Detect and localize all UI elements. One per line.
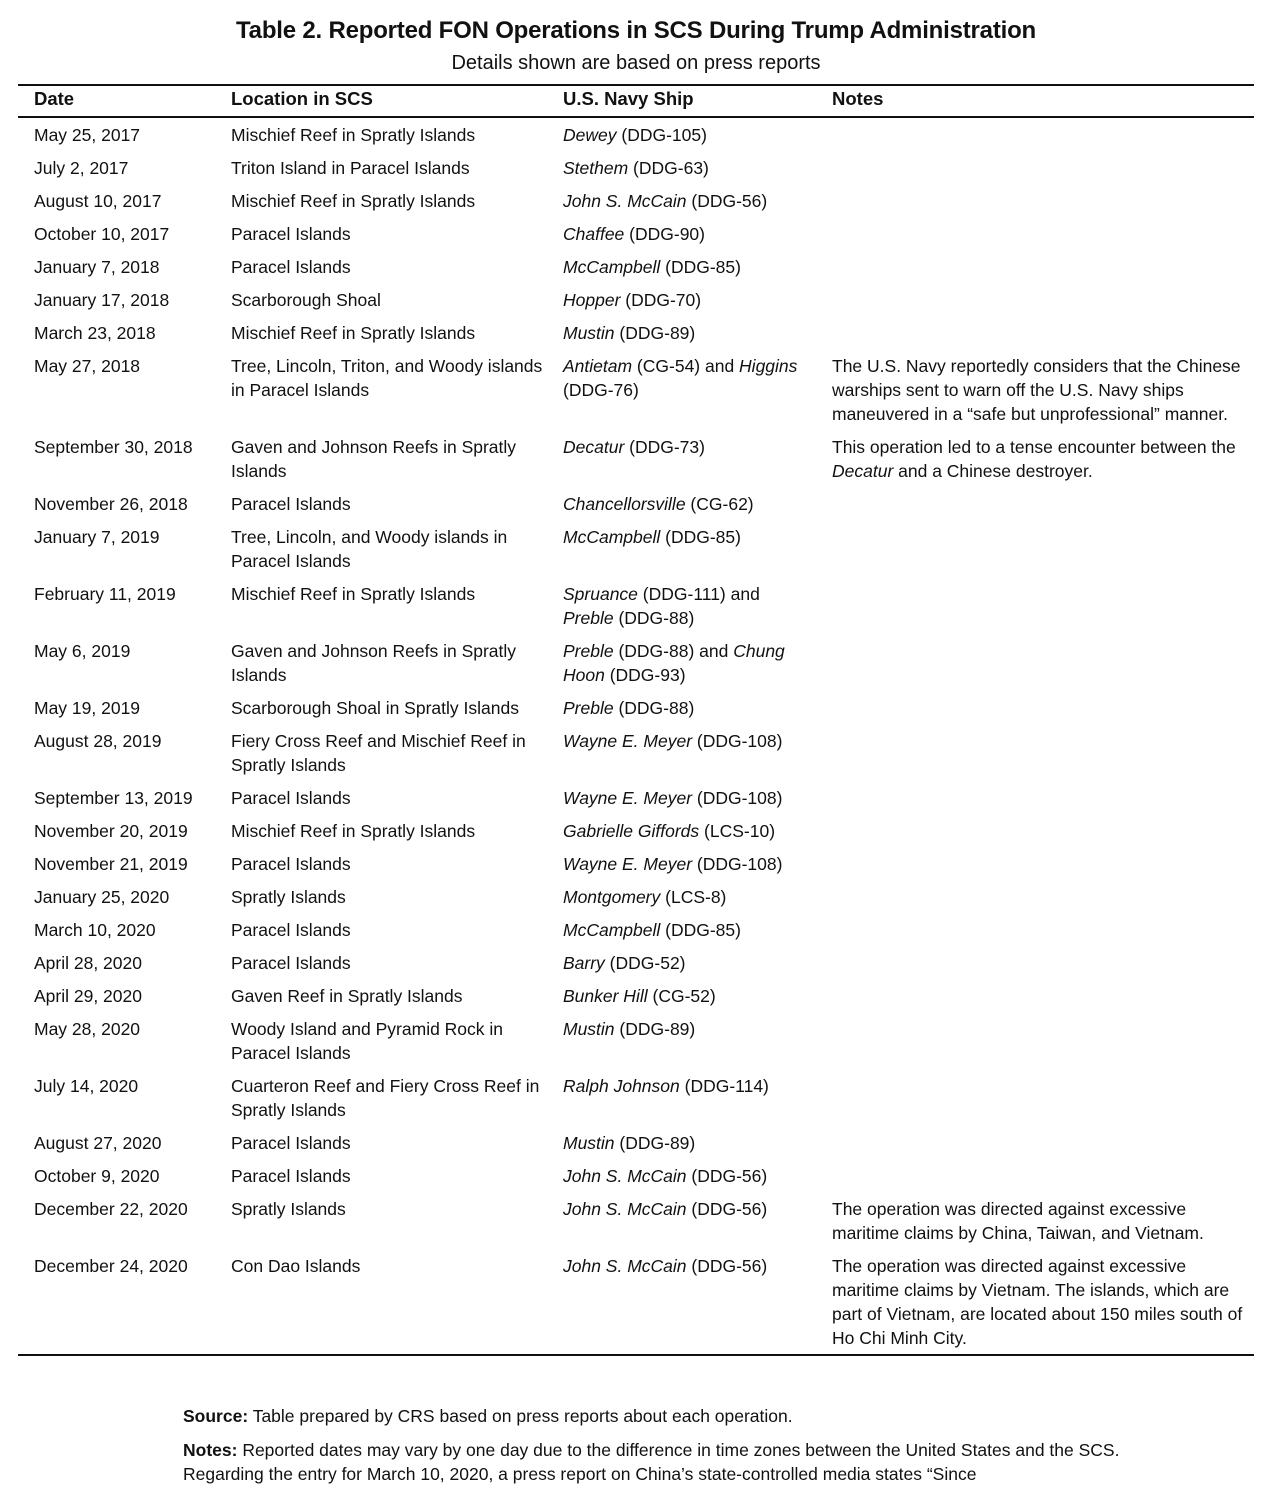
table-row: [18, 1191, 1254, 1248]
ship-name: Wayne E. Meyer: [563, 731, 693, 751]
ship-name: Stethem: [563, 158, 629, 178]
cell-location: Paracel Islands: [231, 854, 351, 874]
cell-notes: [816, 315, 1254, 348]
ship-name: McCampbell: [563, 527, 661, 547]
cell-notes: [816, 879, 1254, 912]
note-text: The operation was directed against excessive maritime claims by China, Taiwan, and Vietnam.: [832, 1199, 1204, 1243]
table-row: [18, 216, 1254, 249]
cell-notes: [816, 117, 1254, 150]
cell-ship: [547, 1158, 816, 1191]
cell-date: March 10, 2020: [34, 920, 156, 940]
cell-notes: [816, 780, 1254, 813]
cell-ship: [547, 282, 816, 315]
ship-name: Mustin: [563, 1133, 615, 1153]
cell-notes: [816, 846, 1254, 879]
cell-date: January 7, 2018: [34, 257, 160, 277]
note-text: and a Chinese destroyer.: [893, 461, 1093, 481]
table-row: [18, 1248, 1254, 1355]
ship-name: John S. McCain: [563, 191, 687, 211]
cell-ship: [547, 519, 816, 576]
cell-location: Spratly Islands: [231, 887, 346, 907]
footnote-text: Reported dates may vary by one day due to the difference in time zones between the United States and the SCS. Regarding the entry for March 10, 2020, a press report on China’s state-controlled media states “Since: [183, 1440, 1120, 1484]
cell-ship: [547, 150, 816, 183]
ship-name: Ralph Johnson: [563, 1076, 680, 1096]
cell-notes: [816, 1248, 1254, 1355]
cell-ship: [547, 429, 816, 486]
table-body: [18, 117, 1254, 1355]
column-header-date: Date: [18, 85, 215, 117]
cell-location: Paracel Islands: [231, 920, 351, 940]
ship-name: Spruance: [563, 584, 638, 604]
cell-notes: [816, 282, 1254, 315]
cell-location: Cuarteron Reef and Fiery Cross Reef in Spratly Islands: [231, 1076, 540, 1120]
cell-notes: [816, 1011, 1254, 1068]
cell-ship: [547, 249, 816, 282]
cell-ship: [547, 813, 816, 846]
cell-notes: [816, 1125, 1254, 1158]
table-row: [18, 315, 1254, 348]
table-row: [18, 183, 1254, 216]
ship-designation: (DDG-108): [692, 854, 783, 874]
ship-designation: (DDG-73): [624, 437, 705, 457]
cell-location: Paracel Islands: [231, 1133, 351, 1153]
cell-location: Scarborough Shoal: [231, 290, 381, 310]
table-row: [18, 978, 1254, 1011]
cell-date: December 24, 2020: [18, 1248, 215, 1355]
ship-name: Antietam: [563, 356, 633, 376]
cell-location: Scarborough Shoal in Spratly Islands: [231, 698, 519, 718]
ship-designation: (LCS-8): [660, 887, 727, 907]
ship-designation: (DDG-88): [613, 608, 695, 628]
ship-name: John S. McCain: [563, 1166, 687, 1186]
cell-date: July 2, 2017: [34, 158, 129, 178]
ship-designation: (DDG-105): [616, 125, 707, 145]
cell-location: Paracel Islands: [231, 494, 351, 514]
ship-name: Decatur: [563, 437, 625, 457]
ship-designation: (DDG-89): [614, 1133, 696, 1153]
column-header-location: Location in SCS: [215, 85, 547, 117]
ship-name: McCampbell: [563, 257, 661, 277]
ship-name: Mustin: [563, 323, 615, 343]
ship-name: Preble: [563, 641, 614, 661]
table-row: [18, 780, 1254, 813]
ship-designation: (DDG-108): [692, 731, 783, 751]
cell-location: Triton Island in Paracel Islands: [231, 158, 470, 178]
document-page: [18, 0, 1254, 1356]
cell-location: Paracel Islands: [231, 953, 351, 973]
cell-location: Spratly Islands: [231, 1199, 346, 1219]
ship-designation: (DDG-93): [604, 665, 686, 685]
ship-designation: (DDG-89): [614, 1019, 696, 1039]
cell-notes: [816, 150, 1254, 183]
cell-ship: [547, 846, 816, 879]
cell-notes: [816, 519, 1254, 576]
cell-ship: [547, 315, 816, 348]
cell-notes: [816, 723, 1254, 780]
cell-location: Paracel Islands: [231, 257, 351, 277]
ship-designation: (DDG-76): [563, 380, 639, 400]
table-row: [18, 1011, 1254, 1068]
table-title: Table 2. Reported FON Operations in SCS During Trump Administration: [236, 17, 1036, 44]
ship-designation: (LCS-10): [699, 821, 776, 841]
table-row: [18, 486, 1254, 519]
table-row: [18, 723, 1254, 780]
cell-date: February 11, 2019: [34, 584, 176, 604]
ship-designation: (DDG-63): [628, 158, 709, 178]
table-row: [18, 348, 1254, 429]
ship-designation: (DDG-70): [620, 290, 702, 310]
table-subtitle: Details shown are based on press reports: [451, 52, 821, 74]
source-note: [183, 1404, 1143, 1428]
ship-designation: (DDG-85): [660, 257, 741, 277]
cell-notes: [816, 912, 1254, 945]
cell-ship: [547, 1125, 816, 1158]
cell-notes: [816, 429, 1254, 486]
ship-name: Dewey: [563, 125, 617, 145]
ship-name: John S. McCain: [563, 1199, 687, 1219]
cell-location: Gaven Reef in Spratly Islands: [231, 986, 463, 1006]
table-row: [18, 690, 1254, 723]
cell-date: November 21, 2019: [34, 854, 188, 874]
ship-name: Chaffee: [563, 224, 625, 244]
ship-designation: (DDG-52): [604, 953, 686, 973]
ship-designation: (DDG-114): [679, 1076, 769, 1096]
cell-notes: [816, 633, 1254, 690]
cell-location: Paracel Islands: [231, 1166, 351, 1186]
cell-location: Tree, Lincoln, and Woody islands in Paracel Islands: [231, 527, 508, 571]
cell-date: May 28, 2020: [34, 1019, 141, 1039]
ship-name: Hopper: [563, 290, 621, 310]
cell-ship: [547, 690, 816, 723]
cell-location: Paracel Islands: [231, 788, 351, 808]
ship-name: McCampbell: [563, 920, 661, 940]
cell-date: March 23, 2018: [34, 323, 156, 343]
ship-name: Bunker Hill: [563, 986, 648, 1006]
table-row: [18, 945, 1254, 978]
cell-notes: [816, 216, 1254, 249]
cell-date: August 28, 2019: [34, 731, 162, 751]
ship-designation: (DDG-56): [686, 1199, 768, 1219]
cell-ship: [547, 183, 816, 216]
cell-ship: [547, 978, 816, 1011]
cell-ship: [547, 486, 816, 519]
cell-date: July 14, 2020: [34, 1076, 139, 1096]
cell-ship: [547, 216, 816, 249]
ship-designation: (DDG-88) and: [613, 641, 734, 661]
cell-notes: [816, 249, 1254, 282]
cell-location: Woody Island and Pyramid Rock in Paracel Islands: [231, 1019, 504, 1063]
cell-ship: [547, 945, 816, 978]
ship-designation: (DDG-56): [686, 191, 768, 211]
cell-date: May 25, 2017: [34, 125, 141, 145]
ship-designation: (DDG-85): [660, 920, 741, 940]
ship-designation: (DDG-111) and: [637, 584, 760, 604]
column-header-notes: Notes: [816, 85, 1254, 117]
ship-name: Preble: [563, 608, 614, 628]
note-text: The U.S. Navy reportedly considers that the Chinese warships sent to warn off the U.S. Navy ships maneuvered in a “safe but unprofessional” manner.: [832, 356, 1241, 424]
ship-name: Chancellorsville: [563, 494, 686, 514]
cell-ship: [547, 879, 816, 912]
ship-designation: (DDG-89): [614, 323, 696, 343]
cell-location: Mischief Reef in Spratly Islands: [231, 323, 476, 343]
table-row: [18, 633, 1254, 690]
cell-date: April 28, 2020: [34, 953, 142, 973]
table-row: [18, 813, 1254, 846]
ship-name: Wayne E. Meyer: [563, 788, 693, 808]
cell-location: Fiery Cross Reef and Mischief Reef in Spratly Islands: [231, 731, 526, 775]
ship-designation: (DDG-56): [686, 1166, 768, 1186]
cell-notes: [816, 690, 1254, 723]
cell-notes: [816, 945, 1254, 978]
cell-notes: [816, 978, 1254, 1011]
ship-name: Barry: [563, 953, 605, 973]
ship-name: Montgomery: [563, 887, 661, 907]
cell-date: November 26, 2018: [34, 494, 188, 514]
table-row: [18, 150, 1254, 183]
cell-location: Mischief Reef in Spratly Islands: [231, 584, 476, 604]
ship-designation: (DDG-108): [692, 788, 783, 808]
cell-ship: [547, 576, 816, 633]
cell-ship: [547, 348, 816, 429]
cell-ship: [547, 1191, 816, 1248]
ship-name: John S. McCain: [563, 1256, 687, 1276]
ship-designation: (DDG-90): [624, 224, 705, 244]
cell-location: Mischief Reef in Spratly Islands: [231, 125, 476, 145]
cell-ship: [547, 1011, 816, 1068]
cell-notes: [816, 1068, 1254, 1125]
column-header-ship: U.S. Navy Ship: [547, 85, 816, 117]
source-label: Source:: [183, 1406, 249, 1426]
cell-date: May 6, 2019: [34, 641, 131, 661]
cell-notes: [816, 486, 1254, 519]
cell-ship: [547, 1068, 816, 1125]
cell-date: December 22, 2020: [34, 1199, 188, 1219]
note-text: This operation led to a tense encounter between the: [832, 437, 1236, 457]
table-row: [18, 846, 1254, 879]
cell-date: September 13, 2019: [34, 788, 193, 808]
cell-notes: [816, 1158, 1254, 1191]
cell-date: August 27, 2020: [34, 1133, 162, 1153]
cell-ship: [547, 723, 816, 780]
cell-date: January 7, 2019: [34, 527, 160, 547]
fon-operations-table: [18, 84, 1254, 1356]
cell-notes: [816, 1191, 1254, 1248]
cell-location: Gaven and Johnson Reefs in Spratly Islands: [231, 641, 517, 685]
cell-ship: [547, 633, 816, 690]
table-header-row: [18, 85, 1254, 117]
ship-designation: (DDG-88): [613, 698, 695, 718]
ship-name: Preble: [563, 698, 614, 718]
ship-name: Wayne E. Meyer: [563, 854, 693, 874]
table-row: [18, 1125, 1254, 1158]
footnote: [183, 1438, 1143, 1486]
table-row: [18, 1068, 1254, 1125]
ship-designation: (DDG-56): [686, 1256, 768, 1276]
cell-location: Mischief Reef in Spratly Islands: [231, 191, 476, 211]
cell-date: January 25, 2020: [34, 887, 170, 907]
ship-name: Higgins: [739, 356, 798, 376]
footnote-label: Notes:: [183, 1440, 238, 1460]
cell-ship: [547, 117, 816, 150]
cell-date: May 27, 2018: [34, 356, 141, 376]
table-row: [18, 879, 1254, 912]
cell-ship: [547, 912, 816, 945]
cell-date: January 17, 2018: [34, 290, 170, 310]
cell-date: October 9, 2020: [34, 1166, 160, 1186]
table-row: [18, 1158, 1254, 1191]
table-row: [18, 519, 1254, 576]
cell-location: Tree, Lincoln, Triton, and Woody islands in Paracel Islands: [231, 356, 543, 400]
cell-location: Gaven and Johnson Reefs in Spratly Islands: [231, 437, 517, 481]
cell-date: April 29, 2020: [34, 986, 142, 1006]
note-text: The operation was directed against excessive maritime claims by Vietnam. The islands, which are part of Vietnam, are located about 150 miles south of Ho Chi Minh City.: [832, 1256, 1243, 1348]
ship-name: Chung Hoon: [563, 641, 785, 685]
cell-notes: [816, 576, 1254, 633]
cell-location: Paracel Islands: [231, 224, 351, 244]
ship-designation: (CG-62): [685, 494, 754, 514]
ship-designation: (DDG-85): [660, 527, 741, 547]
cell-notes: [816, 348, 1254, 429]
ship-name: Gabrielle Giffords: [563, 821, 700, 841]
cell-location: Mischief Reef in Spratly Islands: [231, 821, 476, 841]
table-row: [18, 249, 1254, 282]
cell-date: October 10, 2017: [34, 224, 170, 244]
table-row: [18, 429, 1254, 486]
table-row: [18, 912, 1254, 945]
cell-ship: [547, 1248, 816, 1355]
cell-notes: [816, 813, 1254, 846]
cell-date: September 30, 2018: [34, 437, 193, 457]
cell-ship: [547, 780, 816, 813]
ship-designation: (CG-54) and: [632, 356, 740, 376]
ship-name-ref: Decatur: [832, 461, 894, 481]
ship-designation: (CG-52): [647, 986, 716, 1006]
ship-name: Mustin: [563, 1019, 615, 1039]
cell-date: August 10, 2017: [34, 191, 162, 211]
table-row: [18, 117, 1254, 150]
table-row: [18, 282, 1254, 315]
table-row: [18, 576, 1254, 633]
source-text: Table prepared by CRS based on press reports about each operation.: [248, 1406, 793, 1426]
cell-date: November 20, 2019: [34, 821, 188, 841]
cell-location: Con Dao Islands: [215, 1248, 547, 1355]
cell-notes: [816, 183, 1254, 216]
cell-date: May 19, 2019: [34, 698, 141, 718]
